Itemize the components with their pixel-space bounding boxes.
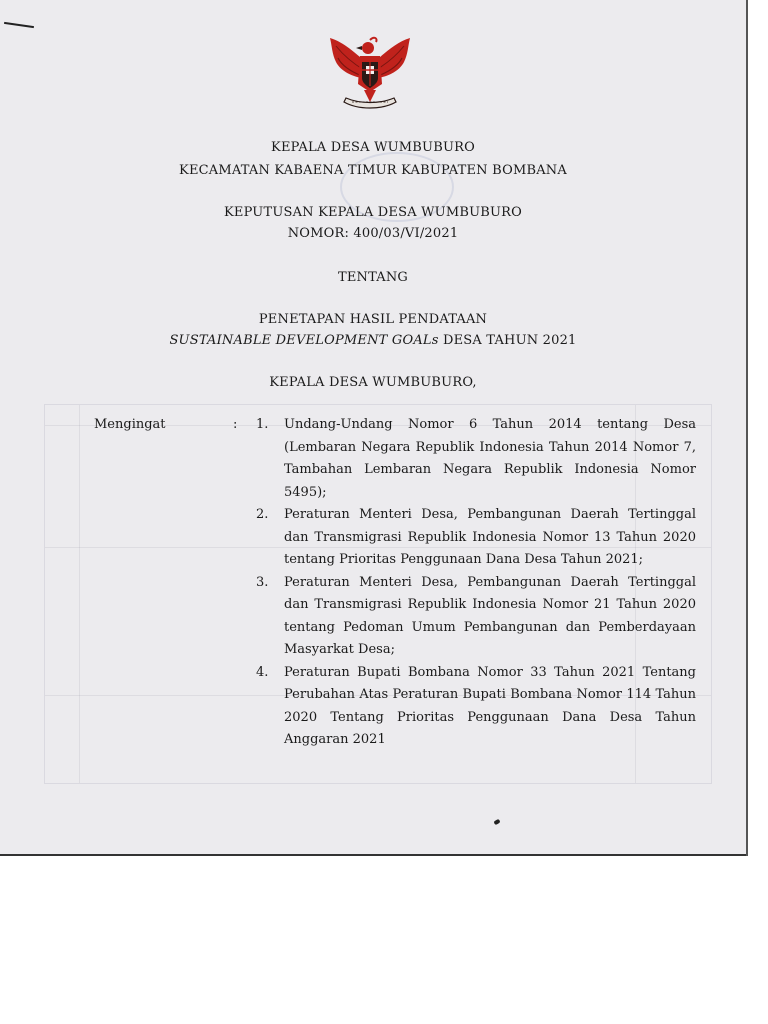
item-number: 4.	[256, 664, 269, 680]
list-item	[256, 414, 696, 504]
garuda-emblem-icon	[322, 32, 418, 112]
subject-italic: SUSTAINABLE DEVELOPMENT GOALs	[169, 333, 439, 348]
subject-rest: DESA TAHUN 2021	[438, 333, 577, 348]
item-number: 3.	[256, 574, 269, 590]
item-number: 2.	[256, 507, 269, 522]
item-text: Peraturan Menteri Desa, Pembangunan Daerah Tertinggal dan Transmigrasi Republik Indonesia Nomor 13 Tahun 2020 tentang Prioritas Penggunaan Dana Desa Tahun 2021;	[284, 507, 696, 567]
scan-mark	[4, 22, 34, 28]
about-heading: TENTANG	[337, 270, 409, 285]
header-line-2: KECAMATAN KABAENA TIMUR KABUPATEN BOMBANA	[179, 163, 567, 178]
decree-title: KEPUTUSAN KEPALA DESA WUMBUBURO	[223, 205, 523, 220]
scan-speck	[493, 819, 500, 825]
scan-bottom-edge	[0, 854, 746, 856]
considering-label: Mengingat	[94, 417, 166, 432]
considering-colon: :	[233, 417, 238, 432]
scan-right-edge	[746, 0, 748, 856]
item-text: Peraturan Menteri Desa, Pembangunan Daerah Tertinggal dan Transmigrasi Republik Indonesia Nomor 21 Tahun 2020 tentang Pedoman Umum Pembangunan dan Pemberdayaan Masyarkat Desa;	[284, 574, 696, 657]
decree-number: NOMOR: 400/03/VI/2021	[287, 226, 459, 241]
subject-line-2	[0, 333, 746, 348]
list-item	[256, 504, 696, 572]
list-item	[256, 572, 696, 662]
item-number: 1.	[256, 417, 269, 432]
subject-line-1: PENETAPAN HASIL PENDATAAN	[258, 312, 488, 327]
list-item	[256, 662, 696, 752]
issuer-line: KEPALA DESA WUMBUBURO,	[269, 375, 477, 390]
item-text: Undang-Undang Nomor 6 Tahun 2014 tentang Desa (Lembaran Negara Republik Indonesia Tahun 2014 Nomor 7, Tambahan Lembaran Negara Republik Indonesia Nomor 5495);	[284, 417, 696, 500]
considering-list	[256, 414, 696, 752]
item-text: Peraturan Bupati Bombana Nomor 33 Tahun 2021 Tentang Perubahan Atas Peraturan Bupati Bombana Nomor 114 Tahun 2020 Tentang Prioritas Penggunaan Dana Desa Tahun Anggaran 2021	[284, 664, 696, 747]
header-line-1: KEPALA DESA WUMBUBURO	[271, 140, 475, 155]
